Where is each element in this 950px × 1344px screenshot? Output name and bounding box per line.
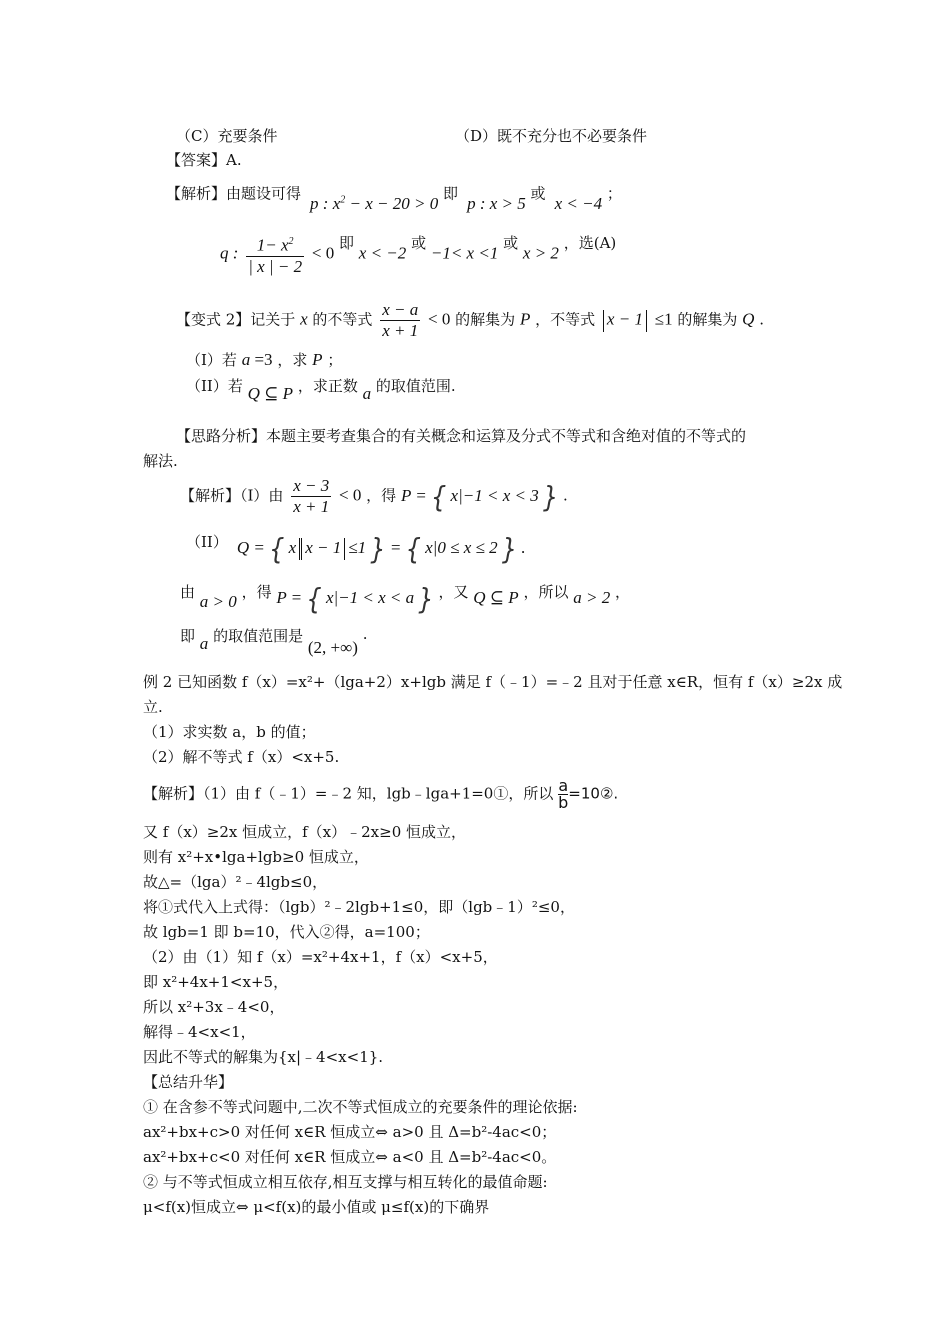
formula-q-label: q : bbox=[220, 243, 239, 263]
text-semicolon: ； bbox=[606, 184, 622, 203]
formula-q4: x > 2 bbox=[522, 243, 559, 263]
example2-line-1: 例 2 已知函数 f（x）=x²+（lga+2）x+lgb 满足 f（﹣1）=﹣2 且对于任意 x∈R，恒有 f（x）≥2x 成 bbox=[143, 673, 843, 691]
text-range-b: 的取值范围是 bbox=[213, 627, 304, 645]
variant2-head: 【变式 2】记关于 bbox=[176, 310, 296, 329]
formula-q-lt: < 0 bbox=[311, 243, 335, 263]
solution-2-head: （II） bbox=[186, 533, 228, 551]
q2-formula: Q ⊆ P bbox=[247, 384, 294, 403]
derivation-line-10: 因此不等式的解集为{x|﹣4<x<1}. bbox=[143, 1048, 384, 1066]
variant2-line bbox=[176, 300, 764, 350]
derivation-line-9: 解得﹣4<x<1， bbox=[143, 1023, 256, 1041]
summary-line-2: ax²+bx+c>0 对任何 x∈R 恒成立⇔ a>0 且 Δ=b²-4ac<0； bbox=[143, 1123, 557, 1141]
analysis-head: 【解析】由题设可得 bbox=[166, 184, 302, 203]
q2-a: a bbox=[362, 384, 372, 403]
q2-text: （II）若 bbox=[186, 377, 243, 395]
formula-p: p : $x^2 - x - 20 > 0$ bbox=[305, 193, 439, 213]
variant2-text-a: 的不等式 bbox=[312, 310, 373, 329]
option-c: （C）充要条件 bbox=[176, 127, 278, 145]
summary-line-3: ax²+bx+c<0 对任何 x∈R 恒成立⇔ a<0 且 Δ=b²-4ac<0。 bbox=[143, 1148, 557, 1166]
frac-num-a: a bbox=[558, 776, 569, 795]
derivation-line-7: 即 x²+4x+1<x+5， bbox=[143, 973, 289, 991]
text-ji: 即 bbox=[443, 184, 459, 203]
solution-1-head: 【解析】（I）由 bbox=[180, 486, 284, 505]
formula-q2: x < −2 bbox=[358, 243, 407, 263]
solution-2-set: Q = { x x − 1 ≤1 } = { x|0 ≤ x ≤ 2 } . bbox=[232, 532, 526, 566]
q1-P: P bbox=[312, 350, 323, 369]
text-huo: 或 bbox=[530, 184, 546, 203]
abs-x-minus-1: x − 1 bbox=[606, 309, 643, 329]
formula-p3: x < −4 bbox=[550, 193, 603, 213]
formula-q3: −1< x <1 bbox=[430, 243, 499, 263]
solution-1-set: P = { x|−1 < x < 3 } bbox=[400, 479, 559, 514]
answer-line: 【答案】A. bbox=[166, 151, 242, 169]
variant2-frac: $\frac{x - a}{x + 1}$ bbox=[382, 300, 419, 340]
variant2-text-b: 的解集为 bbox=[455, 310, 516, 329]
variant2-text-d: 的解集为 bbox=[677, 310, 738, 329]
range-interval: (2, +∞) bbox=[307, 638, 358, 657]
q1-text-c: ； bbox=[327, 351, 343, 369]
question-2 bbox=[186, 376, 456, 403]
solution-2-line bbox=[186, 532, 526, 566]
example2-line-2: 立. bbox=[143, 698, 163, 716]
derivation-line-5: 故 lgb=1 即 b=10，代入②得，a=100； bbox=[143, 923, 430, 941]
option-d: （D）既不充分也不必要条件 bbox=[455, 127, 648, 145]
cond-QsubP: Q ⊆ P bbox=[473, 588, 519, 607]
variant2-le1: ≤1 bbox=[654, 309, 673, 329]
frac-den-b: b bbox=[558, 793, 569, 812]
derivation-line-3: 故△=（lga）²﹣4lgb≤0， bbox=[143, 873, 328, 891]
variant2-text-c: ，不等式 bbox=[535, 310, 596, 329]
solution-1-line: 【解析】（I）由 $\frac{x - 3}{x + 1}$ < 0 ，得 P = { x|−1 < x < 3 } . bbox=[180, 476, 568, 516]
cond-a-positive: a > 0 bbox=[199, 592, 237, 611]
text-comma: ， bbox=[615, 583, 631, 601]
solution-1-lt0: < 0 bbox=[339, 485, 362, 505]
derivation-line-4: 将①式代入上式得：（lgb）²﹣2lgb+1≤0，即（lgb﹣1）²≤0， bbox=[143, 898, 575, 916]
var-P: P bbox=[519, 309, 531, 329]
text-huo-2: 或 bbox=[411, 234, 427, 253]
solution-1-frac: $\frac{x - 3}{x + 1}$ bbox=[293, 476, 330, 516]
derivation-line-6: （2）由（1）知 f（x）=x²+4x+1，f（x）<x+5， bbox=[143, 948, 498, 966]
summary-line-4: ② 与不等式恒成立相互依存,相互支撑与相互转化的最值命题: bbox=[143, 1173, 548, 1191]
formula-p2: p : x > 5 bbox=[462, 193, 526, 213]
q2-text-c: 的取值范围. bbox=[375, 377, 456, 395]
variant2-text-e: . bbox=[759, 310, 764, 329]
example2-question-1: （1）求实数 a，b 的值； bbox=[143, 723, 316, 741]
derivation-line-2: 则有 x²+x•lga+lgb≥0 恒成立， bbox=[143, 848, 369, 866]
analysis-p-line bbox=[166, 180, 622, 213]
example2-question-2: （2）解不等式 f（x）<x+5. bbox=[143, 748, 340, 766]
idea-line-2: 解法. bbox=[143, 452, 178, 470]
text-you: 由 bbox=[180, 583, 196, 601]
text-xuan: ，选(A) bbox=[563, 234, 617, 253]
formula-q-frac: $\frac{1- x^2}{| x | - 2}$ bbox=[246, 232, 304, 277]
range-line: 即 a 的取值范围是 (2, +∞) . bbox=[180, 625, 368, 657]
q1-formula: a bbox=[241, 350, 251, 369]
q1-text-b: ，求 bbox=[277, 351, 308, 369]
var-x: x bbox=[300, 309, 308, 329]
derivation-line-8: 所以 x²+3x﹣4<0， bbox=[143, 998, 285, 1016]
var-Q: Q bbox=[742, 309, 755, 329]
solution-ex2-line-1 bbox=[143, 778, 618, 812]
solution-ex2-tail: =10②. bbox=[568, 784, 619, 803]
text-suoyi: ，所以 bbox=[523, 583, 569, 601]
summary-line-5: μ<f(x)恒成立⇔ μ<f(x)的最小值或 μ≤f(x)的下确界 bbox=[143, 1198, 490, 1216]
text-ji-2: 即 bbox=[338, 234, 354, 253]
text-range-a: 即 bbox=[180, 627, 196, 645]
summary-head: 【总结升华】 bbox=[143, 1073, 234, 1091]
question-1: （I）若 a =3 ，求 P ； bbox=[186, 350, 343, 369]
set-P-a: P = { x|−1 < x < a } bbox=[276, 582, 434, 616]
variant2-lt0: < 0 bbox=[428, 309, 451, 329]
fraction-a-over-b bbox=[558, 778, 568, 811]
text-de: ，得 bbox=[241, 583, 272, 601]
summary-line-1: ① 在含参不等式问题中,二次不等式恒成立的充要条件的理论依据: bbox=[143, 1098, 578, 1116]
solution-1-text-b: ，得 bbox=[366, 486, 397, 505]
solution-3-line bbox=[180, 582, 631, 616]
q1-text: （I）若 bbox=[186, 351, 237, 369]
cond-a-gt2: a > 2 bbox=[573, 588, 611, 607]
text-huo-3: 或 bbox=[503, 234, 519, 253]
derivation-line-1: 又 f（x）≥2x 恒成立，f（x）﹣2x≥0 恒成立， bbox=[143, 823, 467, 841]
text-youQ: ，又 bbox=[438, 583, 469, 601]
idea-line-1: 【思路分析】本题主要考查集合的有关概念和运算及分式不等式和含绝对值的不等式的 bbox=[176, 427, 747, 445]
solution-ex2-head: 【解析】（1）由 f（﹣1）=﹣2 知，lgb﹣lga+1=0①，所以 bbox=[143, 784, 554, 803]
q2-text-b: ，求正数 bbox=[297, 377, 358, 395]
analysis-q-line bbox=[220, 232, 616, 282]
range-var-a: a bbox=[199, 634, 209, 653]
